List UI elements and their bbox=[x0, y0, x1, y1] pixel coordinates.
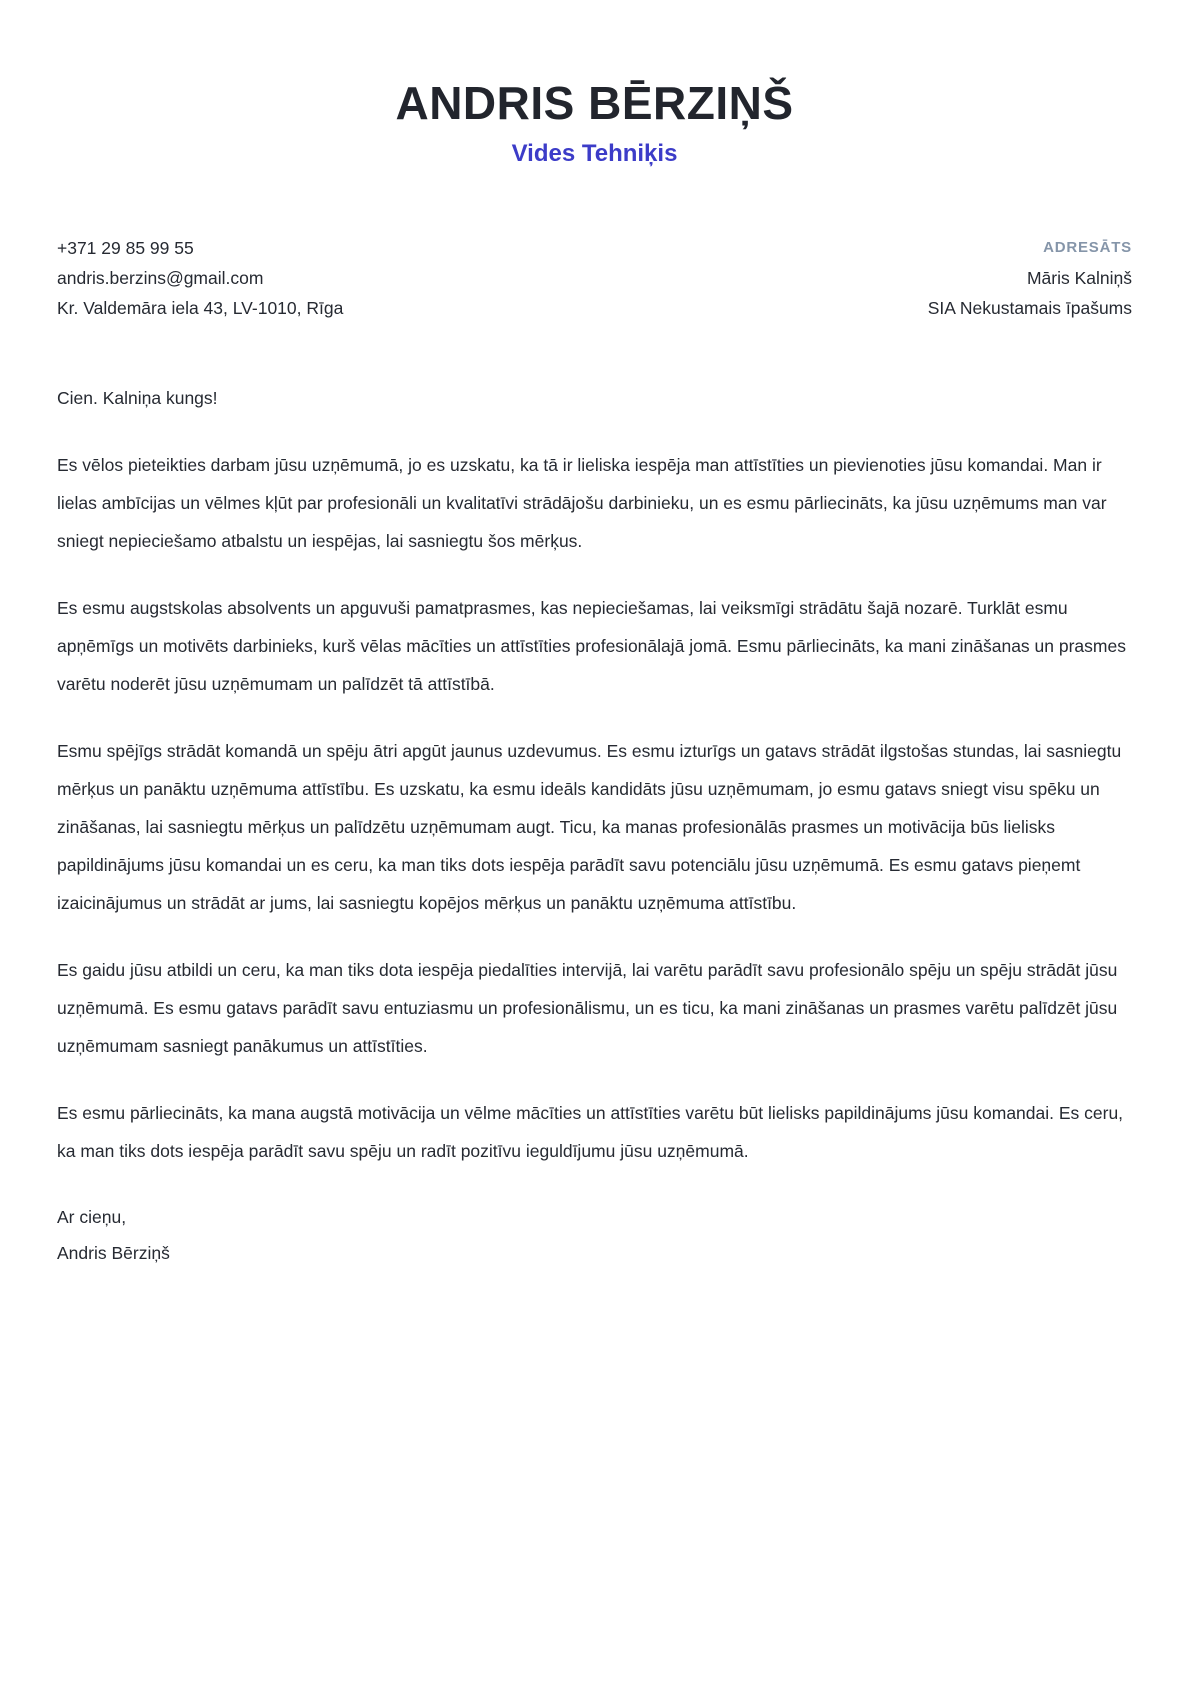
recipient-label: ADRESĀTS bbox=[1043, 238, 1132, 256]
email-address: andris.berzins@gmail.com bbox=[57, 267, 264, 288]
recipient-block bbox=[928, 233, 1132, 323]
salutation: Cien. Kalniņa kungs! bbox=[57, 387, 218, 408]
recipient-company: SIA Nekustamais īpašums bbox=[927, 297, 1132, 318]
applicant-name: ANDRIS BĒRZIŅŠ bbox=[395, 77, 794, 129]
closing-phrase: Ar cieņu, bbox=[57, 1206, 127, 1227]
postal-address: Kr. Valdemāra iela 43, LV-1010, Rīga bbox=[57, 297, 344, 318]
letter-paragraph: Es vēlos pieteikties darbam jūsu uzņēmumā, jo es uzskatu, ka tā ir lieliska iespēja man attīstīties un pievienoties jūsu komandai. Man ir lielas ambīcijas un vēlmes kļūt par profesionāli un kvalitatīvi strādājošu darbinieku, un es esmu pārliecināts, ka jūsu uzņēmums man var sniegt nepieciešamo atbalstu un iespējas, lai sasniegtu šos mērķus. bbox=[57, 454, 1107, 551]
phone-number: +371 29 85 99 55 bbox=[57, 237, 194, 258]
letter-paragraph: Esmu spējīgs strādāt komandā un spēju ātri apgūt jaunus uzdevumus. Es esmu izturīgs un gatavs strādāt ilgstošas stundas, lai sasniegtu mērķus un panāktu uzņēmuma attīstību. Es uzskatu, ka esmu ideāls kandidāts jūsu uzņēmumam, jo esmu gatavs sniegt visu spēku un zināšanas, lai sasniegtu mērķus un palīdzētu uzņēmumam augt. Ticu, ka manas profesionālās prasmes un motivācija būs lielisks papildinājums jūsu komandai un es ceru, ka man tiks dots iespēja parādīt savu potenciālu jūsu uzņēmumā. Es esmu gatavs pieņemt izaicinājumus un strādāt ar jums, lai sasniegtu kopējos mērķus un panāktu uzņēmuma attīstību. bbox=[57, 740, 1122, 913]
closing-block bbox=[57, 1199, 1132, 1271]
letter-paragraph: Es gaidu jūsu atbildi un ceru, ka man tiks dota iespēja piedalīties intervijā, lai varētu parādīt savu profesionālo spēju un spēju strādāt jūsu uzņēmumā. Es esmu gatavs parādīt savu entuziasmu un profesionālismu, un es ticu, ka mani zināšanas un prasmes varētu palīdzēt jūsu uzņēmumam sasniegt panākumus un attīstīties. bbox=[57, 959, 1118, 1056]
recipient-name: Māris Kalniņš bbox=[1026, 267, 1132, 288]
letter-paragraph: Es esmu augstskolas absolvents un apguvuši pamatprasmes, kas nepieciešamas, lai veiksmīgi strādātu šajā nozarē. Turklāt esmu apņēmīgs un motivēts darbinieks, kurš vēlas mācīties un attīstīties profesionālajā jomā. Esmu pārliecināts, ka mani zināšanas un prasmes varētu noderēt jūsu uzņēmumam un palīdzēt tā attīstībā. bbox=[57, 597, 1126, 694]
signature-name: Andris Bērziņš bbox=[57, 1242, 170, 1263]
letter-paragraph: Es esmu pārliecināts, ka mana augstā motivācija un vēlme mācīties un attīstīties varētu būt lielisks papildinājums jūsu komandai. Es ceru, ka man tiks dots iespēja parādīt savu spēju un radīt pozitīvu ieguldījumu jūsu uzņēmumā. bbox=[57, 1102, 1124, 1161]
document-header bbox=[57, 78, 1132, 167]
applicant-job-title: Vides Tehniķis bbox=[511, 139, 678, 167]
letter-body bbox=[57, 379, 1132, 1271]
contact-block bbox=[57, 233, 343, 323]
contact-recipient-row bbox=[57, 233, 1132, 323]
